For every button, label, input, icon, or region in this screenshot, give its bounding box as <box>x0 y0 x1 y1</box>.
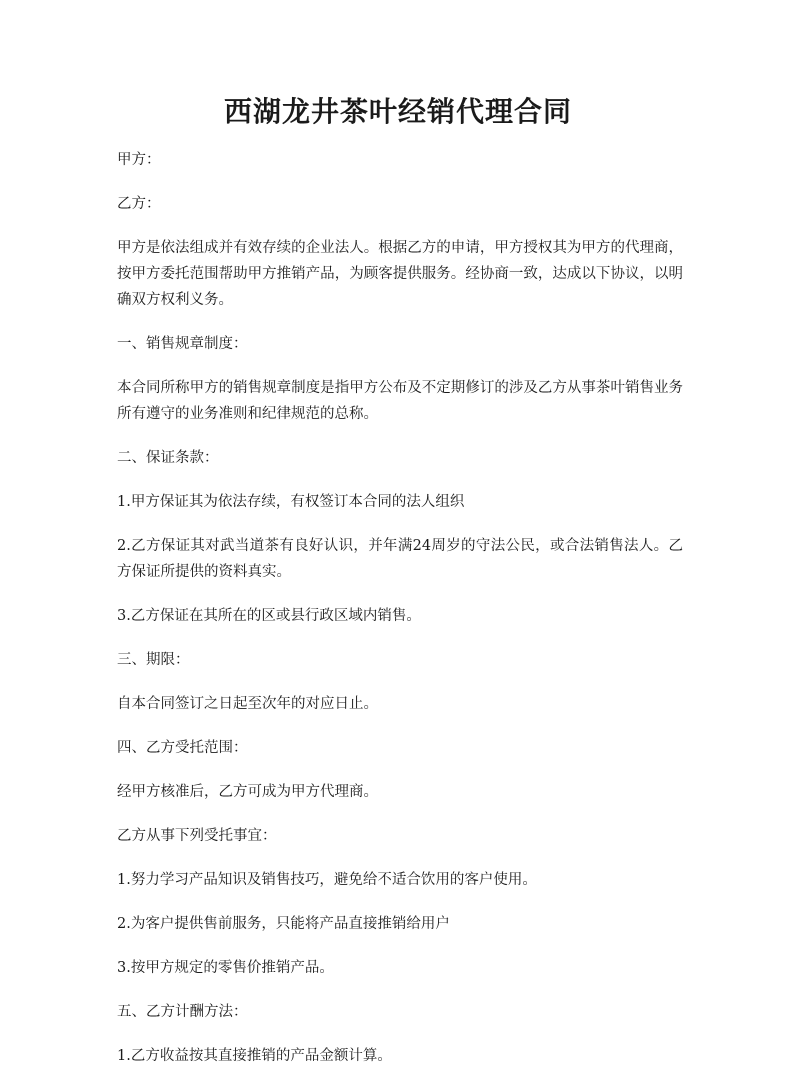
preamble-paragraph: 甲方是依法组成并有效存续的企业法人。根据乙方的申请，甲方授权其为甲方的代理商，按甲方委托范围帮助甲方推销产品，为顾客提供服务。经协商一致，达成以下协议，以明确双方权利义务。 <box>117 240 683 308</box>
duty-item-1: 1.努力学习产品知识及销售技巧，避免给不适合饮用的客户使用。 <box>117 872 537 888</box>
party-b-line: 乙方： <box>117 196 161 212</box>
guarantee-item-2: 2.乙方保证其对武当道茶有良好认识，并年满24周岁的守法公民，或合法销售法人。乙方保证所提供的资料真实。 <box>117 538 683 580</box>
guarantee-item-1: 1.甲方保证其为依法存续，有权签订本合同的法人组织 <box>117 494 465 510</box>
section-heading-scope: 四、乙方受托范围： <box>117 740 248 756</box>
scope-duties-intro: 乙方从事下列受托事宜： <box>117 828 277 844</box>
document-body <box>117 147 683 1087</box>
compensation-item-1: 1.乙方收益按其直接推销的产品金额计算。 <box>117 1048 392 1064</box>
term-paragraph: 自本合同签订之日起至次年的对应日止。 <box>117 696 378 712</box>
duty-item-3: 3.按甲方规定的零售价推销产品。 <box>117 960 334 976</box>
section-heading-term: 三、期限： <box>117 652 190 668</box>
section-heading-sales-rules: 一、销售规章制度： <box>117 336 248 352</box>
section-heading-guarantees: 二、保证条款： <box>117 450 219 466</box>
scope-paragraph: 经甲方核准后，乙方可成为甲方代理商。 <box>117 784 378 800</box>
sales-rules-paragraph: 本合同所称甲方的销售规章制度是指甲方公布及不定期修订的涉及乙方从事茶叶销售业务所有遵守的业务准则和纪律规范的总称。 <box>117 380 683 422</box>
section-heading-compensation: 五、乙方计酬方法： <box>117 1004 248 1020</box>
guarantee-item-3: 3.乙方保证在其所在的区或县行政区域内销售。 <box>117 608 421 624</box>
duty-item-2: 2.为客户提供售前服务，只能将产品直接推销给用户 <box>117 916 450 932</box>
document-title: 西湖龙井茶叶经销代理合同 <box>223 95 572 128</box>
party-a-line: 甲方： <box>117 152 161 168</box>
